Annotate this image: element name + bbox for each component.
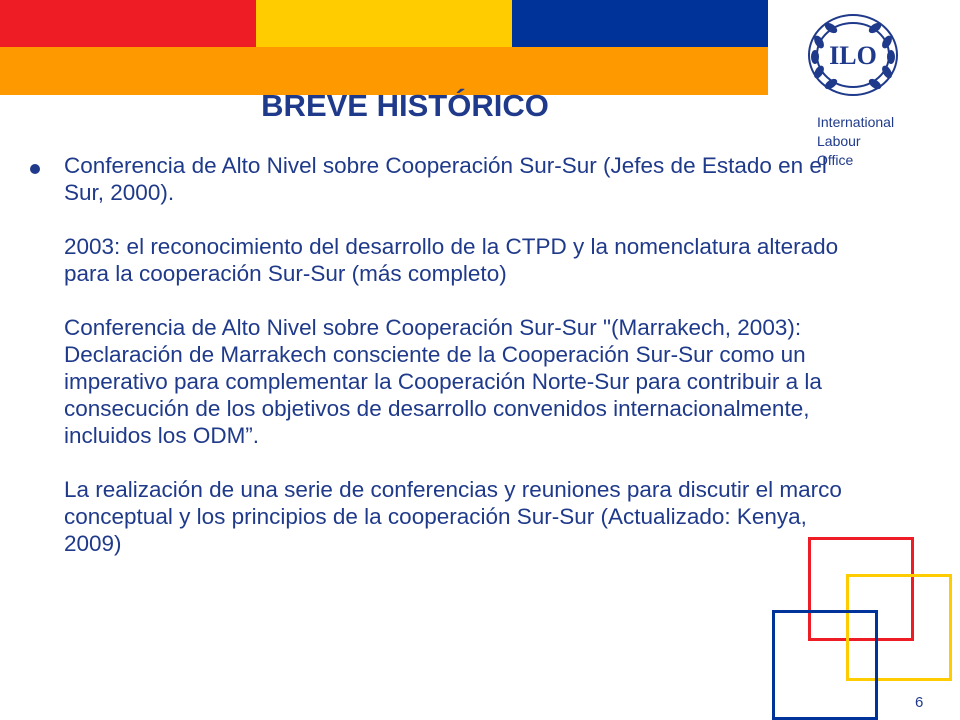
paragraph-1: Conferencia de Alto Nivel sobre Cooperación Sur-Sur (Jefes de Estado en el Sur, 2000). [64, 153, 827, 205]
bullet-dot-icon [30, 164, 40, 174]
org-name-line: Labour [817, 133, 861, 149]
ilo-logo-icon [806, 12, 900, 98]
header-bar-yellow [256, 0, 512, 47]
paragraph-3: Conferencia de Alto Nivel sobre Cooperación Sur-Sur "(Marrakech, 2003): Declaración de Marrakech consciente de la Cooperación Sur-Sur como un imperativo para complementar la Cooperación Norte-Sur para contribuir a la consecución de los objetivos de desarrollo convenidos internacionalmente, incluidos los ODM”. [64, 315, 822, 448]
slide-title: BREVE HISTÓRICO [261, 88, 549, 123]
header-bar-blue [512, 0, 768, 47]
org-name-line: International [817, 114, 895, 130]
bullet-item [28, 152, 868, 557]
paragraph-4: La realización de una serie de conferencias y reuniones para discutir el marco conceptual y los principios de la cooperación Sur-Sur (Actualizado: Kenya, 2009) [64, 477, 842, 556]
org-name-line: Office [817, 152, 854, 168]
paragraph-2: 2003: el reconocimiento del desarrollo de la CTPD y la nomenclatura alterado para la cooperación Sur-Sur (más completo) [64, 234, 839, 286]
decorative-square-blue [772, 610, 878, 720]
logo-text: ILO [829, 41, 877, 70]
page-number: 6 [915, 694, 924, 711]
header-bar-red [0, 0, 256, 47]
slide-content [28, 152, 868, 557]
